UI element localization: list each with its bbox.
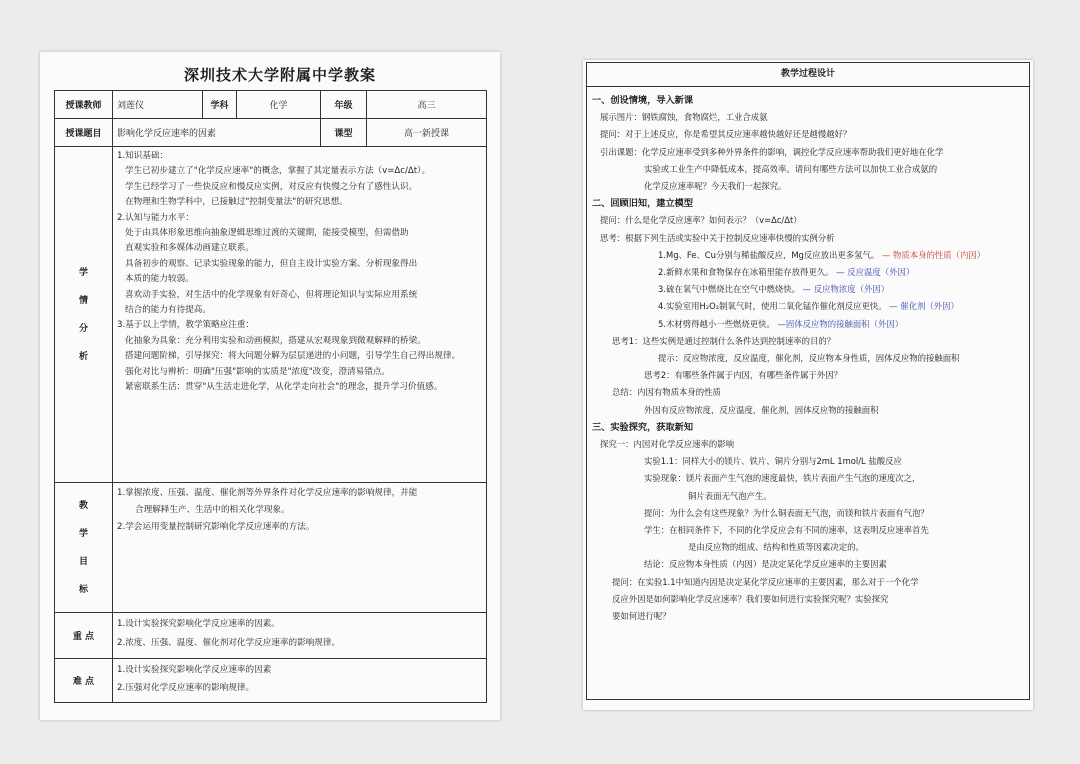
- analysis-content: 1.知识基础： 学生已初步建立了"化学反应速率"的概念，掌握了其定量表示方法（v=Δc/Δt）。 学生已经学习了一些快反应和慢反应实例，对反应有快慢之分有了感性认识。 在物理和生物学科中，已接触过"控制变量法"的研究思想。 2.认知与能力水平： 处于由具体形象思维向抽象逻辑思维过渡的关键期，能接受模型，但需借助 直观实验和多媒体动画建立联系。 具备初步的观察、记录实验现象的能力，但自主设计实验方案、分析现象得出 本质的能力较弱。 喜欢动手实验，对生活中的化学现象有好奇心，但将理论知识与实际应用系统 结合的能力有待提高。 3.基于以上学情，教学策略应注重： 化抽象为具象：充分利用实验和动画模拟，搭建从宏观现象到微观解释的桥梁。 搭建问题阶梯，引导探究：将大问题分解为层层递进的小问题，引导学生自己得出规律。 强化对比与辨析：明确"压强"影响的实质是"浓度"改变，澄清易错点。 紧密联系生活：贯穿"从生活走进化学，从化学走向社会"的理念，提升学习价值感。: [113, 147, 487, 483]
- subject-value: 化学: [237, 91, 321, 119]
- topic-value: 影响化学反应速率的因素: [113, 119, 321, 147]
- difficult-points-label: 难 点: [55, 659, 113, 703]
- section-heading: 二、回顾旧知，建立模型: [592, 198, 694, 210]
- key-points-content: 1.设计实验探究影响化学反应速率的因素。 2.浓度、压强、温度、催化剂对化学反应速率的影响规律。: [113, 613, 487, 659]
- topic-label: 授课题目: [55, 119, 113, 147]
- teacher-value: 刘莲仪: [113, 91, 203, 119]
- subject-label: 学科: [203, 91, 237, 119]
- grade-value: 高三: [367, 91, 487, 119]
- objectives-label: 教 学 目 标: [55, 483, 113, 613]
- key-points-label: 重 点: [55, 613, 113, 659]
- annotation: — 物质本身的性质（内因）: [881, 249, 986, 260]
- type-label: 课型: [321, 119, 367, 147]
- analysis-label: 学 情 分 析: [55, 147, 113, 483]
- teacher-label: 授课教师: [55, 91, 113, 119]
- difficult-points-content: 1.设计实验探究影响化学反应速率的因素 2.压强对化学反应速率的影响规律。: [113, 659, 487, 703]
- annotation: —固体反应物的接触面积（外因）: [777, 318, 904, 329]
- type-value: 高一新授课: [367, 119, 487, 147]
- annotation: — 反应温度（外因）: [836, 267, 915, 278]
- lesson-plan-table: [54, 90, 487, 703]
- teaching-process-content: 一、创设情境，导入新课 展示图片：钢铁腐蚀，食物腐烂，工业合成氨 提问：对于上述反应，你是希望其反应速率越快越好还是越慢越好？ 引出课题：化学反应速率受到多种外界条件的影响，调控化学反应速率帮助我们更好地在化学 实验或工业生产中降低成本，提高效率。请问有哪些方法可以加快工业合成氨的 化学反应速率呢？今天我们一起探究。 二、回顾旧知，建立模型 提问：什么是化学反应速率？如何表示？（v=Δc/Δt） 思考：根据下列生活或实验中关于控制反应速率快慢的实例分析 1.Mg、Fe、Cu分别与稀盐酸反应，Mg反应放出更多氢气。 — 物质本身的性质（内因） 2.新鲜水果和食物保存在冰箱里能存放得更久。 — 反应温度（外因） 3.硫在氧气中燃烧比在空气中燃烧快。 — 反应物浓度（外因） 4.实验室用H₂O₂制氧气时，使用二氧化锰作催化剂反应更快。 — 催化剂（外因） 5.木材劈得越小一些燃烧更快。 —固体反应物的接触面积（外因） 思考1：这些实例是通过控制什么条件达到控制速率的目的？ 提示：反应物浓度，反应温度，催化剂，反应物本身性质，固体反应物的接触面积 思考2：有哪些条件属于内因，有哪些条件属于外因？ 总结：内因有物质本身的性质 外因有反应物浓度，反应温度，催化剂，固体反应物的接触面积 三、实验探究，获取新知 探究一：内因对化学反应速率的影响 实验1.1：同样大小的镁片、铁片、铜片分别与2mL 1mol/L 盐酸反应 实验现象：镁片表面产生气泡的速度最快，铁片表面产生气泡的速度次之， 铜片表面无气泡产生。 提问：为什么会有这些现象？为什么铜表面无气泡，而镁和铁片表面有气泡？ 学生：在相同条件下，不同的化学反应会有不同的速率，这表明反应速率首先 是由反应物的组成、结构和性质等因素决定的。 结论：反应物本身性质（内因）是决定某化学反应速率的主要因素 提问：在实验1.1中知道内因是决定某化学反应速率的主要因素，那么对于一个化学 反应外因是如何影响化学反应速率？我们要如何进行实验探究呢？实验探究 要如何进行呢？: [592, 92, 1028, 625]
- annotation: — 反应物浓度（外因）: [802, 284, 890, 295]
- objectives-content: 1.掌握浓度、压强、温度、催化剂等外界条件对化学反应速率的影响规律，并能 合理解释生产、生活中的相关化学现象。 2.学会运用变量控制研究影响化学反应速率的方法。: [113, 483, 487, 613]
- annotation: — 催化剂（外因）: [889, 301, 959, 312]
- doc-title: 深圳技术大学附属中学教案: [183, 66, 376, 84]
- section-heading: 一、创设情境，导入新课: [592, 95, 694, 106]
- teaching-process-header: 教学过程设计: [586, 62, 1030, 87]
- grade-label: 年级: [321, 91, 367, 119]
- section-heading: 三、实验探究，获取新知: [592, 421, 694, 433]
